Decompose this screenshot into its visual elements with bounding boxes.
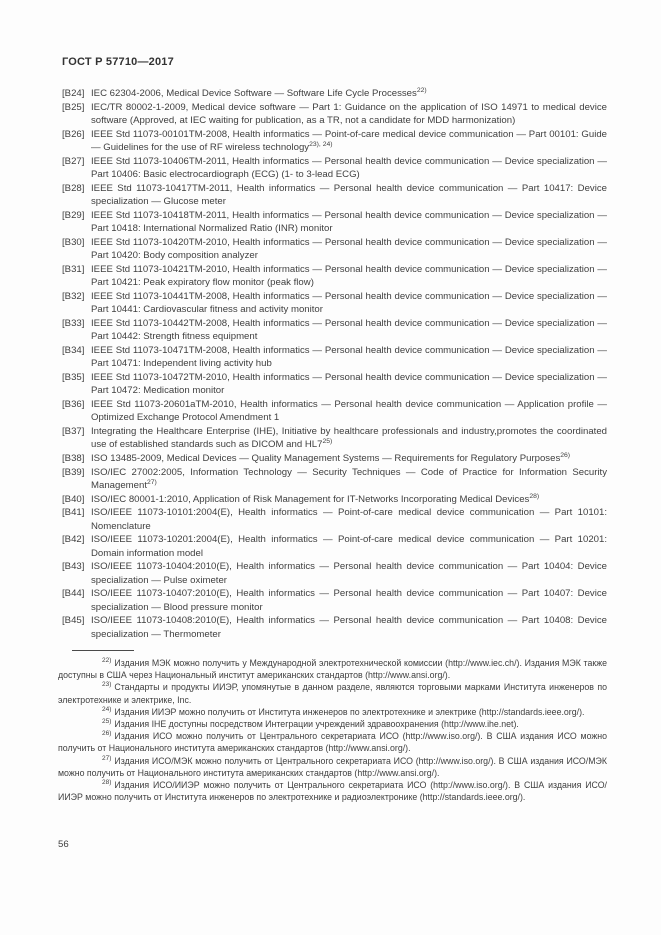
footnote-ref-superscript: 26) [560, 451, 571, 459]
reference-label: [B42] [62, 534, 85, 546]
reference-entry [62, 317, 607, 343]
reference-text: ISO/IEC 27002:2005, Information Technology — Security Techniques — Code of Practice for Information Security Management [91, 466, 607, 491]
reference-entry [62, 398, 607, 424]
reference-body [91, 87, 607, 100]
reference-body [91, 290, 607, 316]
footnote-ref-superscript: 27) [147, 478, 157, 486]
page-header: ГОСТ Р 57710—2017 [62, 56, 174, 68]
footnote-marker: 27) [102, 754, 112, 762]
reference-body [91, 425, 607, 451]
reference-label: [B31] [62, 263, 85, 275]
reference-body [91, 182, 607, 208]
reference-entry [62, 290, 607, 316]
reference-label: [B43] [62, 561, 85, 573]
reference-entry [62, 263, 607, 289]
footnote-ref-superscript: 22) [416, 86, 427, 94]
footnote [58, 657, 607, 681]
reference-entry [62, 182, 607, 208]
reference-entry [62, 466, 607, 492]
reference-body [91, 493, 607, 506]
reference-entry [62, 101, 607, 127]
reference-body [91, 533, 607, 559]
reference-body [91, 155, 607, 181]
footnote-text: Издания ИИЭР можно получить от Института инженеров по электротехнике и электрике (http://standards.ieee.org/). [114, 706, 585, 717]
reference-body [91, 101, 607, 127]
reference-label: [B41] [62, 507, 85, 519]
footnote-text: Издания ИСО/МЭК можно получить от Центрального секретариата ИСО (http://www.iso.org/). В США издания ИСО/МЭК можно получить от Национального института американских стандартов (http://www.ansi.org/). [58, 755, 607, 778]
reference-body [91, 263, 607, 289]
reference-label: [B28] [62, 182, 85, 194]
footnote [58, 779, 607, 803]
reference-text: IEEE Std 11073-10442TM-2008, Health informatics — Personal health device communication — Device specialization — Part 10442: Strength fitness equipment [91, 317, 607, 342]
footnote-ref-superscript: 28) [529, 492, 540, 500]
reference-text: IEEE Std 11073-10472TM-2010, Health informatics — Personal health device communication — Device specialization — Part 10472: Medication monitor [91, 371, 607, 396]
reference-label: [B37] [62, 425, 85, 437]
reference-body [91, 128, 607, 154]
reference-entry [62, 128, 607, 154]
footnote-marker: 22) [102, 657, 112, 665]
reference-entry [62, 560, 607, 586]
reference-body [91, 560, 607, 586]
reference-text: IEEE Std 11073-10417TM-2011, Health informatics — Personal health device communication — Part 10417: Device specialization — Glucose meter [91, 182, 607, 207]
footnotes-section [58, 650, 607, 803]
footnote-text: Стандарты и продукты ИИЭР, упомянутые в данном разделе, являются торговыми марками Института инженеров по электротехнике и электрике, Inc. [58, 682, 607, 705]
footnote [58, 681, 607, 705]
reference-label: [B32] [62, 290, 85, 302]
reference-label: [B38] [62, 452, 85, 464]
reference-text: IEEE Std 11073-00101TM-2008, Health informatics — Point-of-care medical device communication — Part 00101: Guide — Guidelines for the use of RF wireless technology [91, 128, 607, 153]
reference-text: Integrating the Healthcare Enterprise (IHE), Initiative by healthcare professionals and industry,promotes the coordinated use of established standards such as DICOM and HL7 [91, 425, 607, 450]
reference-label: [B45] [62, 615, 85, 627]
reference-text: ISO/IEEE 11073-10101:2004(E), Health informatics — Point-of-care medical device communication — Part 10101: Nomenclature [91, 507, 607, 532]
reference-body [91, 614, 607, 640]
reference-text: IEEE Std 11073-10421TM-2010, Health informatics — Personal health device communication — Device specialization — Part 10421: Peak expiratory flow monitor (peak flow) [91, 263, 607, 288]
reference-label: [B29] [62, 209, 85, 221]
reference-text: IEC/TR 80002-1-2009, Medical device software — Part 1: Guidance on the application of ISO 14971 to medical device software (Approved, at IEC waiting for publication, as a TR, not a candidate for MDD harmonization) [91, 101, 607, 126]
reference-text: ISO/IEC 80001-1:2010, Application of Risk Management for IT-Networks Incorporating Medical Devices [91, 493, 530, 505]
reference-label: [B40] [62, 493, 85, 505]
reference-text: IEEE Std 11073-10418TM-2011, Health informatics — Personal health device communication — Device specialization — Part 10418: International Normalized Ratio (INR) monitor [91, 209, 607, 234]
footnote-marker: 25) [102, 718, 112, 726]
reference-entry [62, 371, 607, 397]
reference-body [91, 371, 607, 397]
footnote [58, 706, 607, 718]
page-number: 56 [58, 839, 69, 850]
reference-entry [62, 155, 607, 181]
reference-text: ISO/IEEE 11073-10404:2010(E), Health informatics — Personal health device communication — Part 10404: Device specialization — Pulse oximeter [91, 561, 607, 586]
reference-entry [62, 344, 607, 370]
reference-label: [B26] [62, 128, 85, 140]
reference-label: [B24] [62, 88, 85, 99]
reference-body [91, 452, 607, 465]
reference-list [62, 87, 607, 641]
reference-label: [B44] [62, 588, 85, 600]
reference-entry [62, 236, 607, 262]
footnote [58, 718, 607, 730]
footnote-ref-superscript: 23), 24) [309, 140, 333, 148]
reference-entry [62, 614, 607, 640]
footnote-text: Издания ИСО/ИИЭР можно получить от Центрального секретариата ИСО (http://www.iso.org/). В США издания ИСО/ИИЭР можно получить от Института инженеров по электротехнике и радиоэлектронике (http://standards.ieee.org/). [58, 780, 607, 803]
reference-body [91, 587, 607, 613]
footnote-marker: 26) [102, 730, 112, 738]
footnote-text: Издания IHE доступны посредством Интеграции учреждений здравоохранения (http://www.ihe.net). [114, 719, 519, 730]
reference-body [91, 466, 607, 492]
reference-text: IEEE Std 11073-10406TM-2011, Health informatics — Personal health device communication — Device specialization — Part 10406: Basic electrocardiograph (ECG) (1- to 3-lead ECG) [91, 155, 607, 180]
reference-entry [62, 506, 607, 532]
reference-entry [62, 533, 607, 559]
reference-label: [B36] [62, 398, 85, 410]
footnote [58, 755, 607, 779]
footnote-marker: 24) [102, 705, 112, 713]
reference-entry [62, 87, 607, 100]
reference-text: IEEE Std 11073-10441TM-2008, Health informatics — Personal health device communication — Device specialization — Part 10441: Cardiovascular fitness and activity monitor [91, 290, 607, 315]
reference-body [91, 506, 607, 532]
reference-body [91, 209, 607, 235]
reference-text: ISO/IEEE 11073-10407:2010(E), Health informatics — Personal health device communication — Part 10407: Device specialization — Blood pressure monitor [91, 588, 607, 613]
reference-body [91, 398, 607, 424]
footnote-marker: 23) [102, 681, 112, 689]
reference-text: ISO 13485-2009, Medical Devices — Quality Management Systems — Requirements for Regulatory Purposes [91, 452, 561, 464]
reference-text: IEEE Std 11073-10471TM-2008, Health informatics — Personal health device communication — Device specialization — Part 10471: Independent living activity hub [91, 344, 607, 369]
reference-label: [B33] [62, 317, 85, 329]
reference-label: [B35] [62, 371, 85, 383]
reference-label: [B25] [62, 101, 85, 113]
reference-body [91, 317, 607, 343]
reference-label: [B27] [62, 155, 85, 167]
reference-entry [62, 209, 607, 235]
reference-entry [62, 493, 607, 506]
footnote-ref-superscript: 25) [322, 437, 333, 445]
reference-body [91, 236, 607, 262]
reference-label: [B30] [62, 236, 85, 248]
footnote-marker: 28) [102, 779, 112, 787]
reference-entry [62, 425, 607, 451]
footnote-text: Издания ИСО можно получить от Центрального секретариата ИСО (http://www.iso.org/). В США издания ИСО можно получить от Национального института американских стандартов (http://www.ansi.org/). [58, 731, 607, 754]
reference-text: IEEE Std 11073-10420TM-2010, Health informatics — Personal health device communication — Device specialization — Part 10420: Body composition analyzer [91, 236, 607, 261]
footnote-text: Издания МЭК можно получить у Международной электротехнической комиссии (http://www.iec.ch/). Издания МЭК также доступны в США через Национальный институт американских стандартов (http://www.ansi.org/). [58, 658, 607, 681]
reference-label: [B34] [62, 344, 85, 356]
reference-text: IEEE Std 11073-20601aTM-2010, Health informatics — Personal health device communication — Application profile — Optimized Exchange Protocol Amendment 1 [91, 398, 607, 423]
footnote [58, 730, 607, 754]
reference-text: ISO/IEEE 11073-10408:2010(E), Health informatics — Personal health device communication — Part 10408: Device specialization — Thermometer [91, 615, 607, 640]
reference-body [91, 344, 607, 370]
reference-entry [62, 452, 607, 465]
reference-entry [62, 587, 607, 613]
footnote-separator [72, 650, 134, 651]
reference-text: IEC 62304-2006, Medical Device Software — Software Life Cycle Processes [91, 88, 417, 99]
reference-text: ISO/IEEE 11073-10201:2004(E), Health informatics — Point-of-care medical device communication — Part 10201: Domain information model [91, 534, 607, 559]
reference-label: [B39] [62, 466, 85, 478]
page-content [62, 56, 607, 641]
